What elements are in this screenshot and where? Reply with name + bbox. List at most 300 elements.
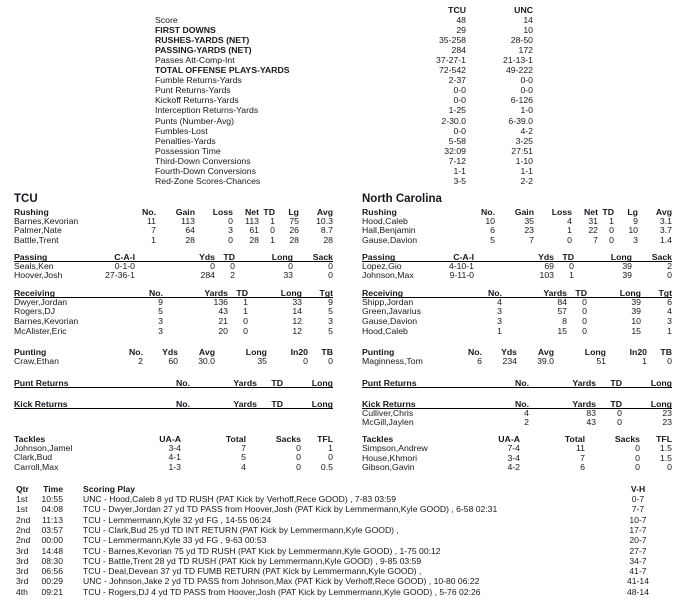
stat-label: Penalties-Yards	[155, 135, 216, 146]
player-name: Seals,Ken	[14, 261, 54, 271]
player-name: Clark,Bud	[14, 453, 53, 463]
player-name: Maginness,Tom	[362, 357, 423, 367]
stat-cell: 28	[323, 236, 333, 246]
team-stat-row	[155, 55, 533, 65]
stat-cell: 7	[593, 236, 598, 246]
stat-cell: 4	[241, 462, 246, 472]
receiving-row	[14, 317, 333, 327]
stat-cell: 30.0	[198, 357, 215, 367]
play-time: 14:48	[41, 545, 63, 556]
stat-cell: 33	[283, 271, 293, 281]
stat-cell: 3	[228, 226, 233, 236]
stat-cell: 1-3	[168, 462, 181, 472]
unc-punting-table	[362, 347, 672, 367]
stat-label: Fumbles-Lost	[155, 125, 208, 136]
punt-returns-title: Punt Returns	[14, 377, 69, 387]
stat-cell: 3	[158, 326, 163, 336]
receiving-row	[14, 327, 333, 337]
col-tfl: TFL	[656, 433, 672, 444]
stat-cell: 27-36-1	[105, 271, 135, 281]
col-scoring-play: Scoring Play	[83, 483, 136, 494]
punting-header-row	[14, 347, 333, 357]
stat-cell: 1	[609, 216, 614, 226]
rushing-row	[362, 236, 672, 246]
stat-cell: 4	[667, 307, 672, 317]
stat-cell: 60	[168, 357, 178, 367]
stat-cell: 0	[667, 271, 672, 281]
play-time: 06:56	[41, 566, 63, 577]
col-long: Long	[311, 377, 333, 387]
col-total: Total	[564, 433, 585, 444]
stat-cell: 4-1	[168, 453, 181, 463]
visitor-value: 1-25	[448, 105, 466, 116]
stat-cell: 1	[151, 236, 156, 246]
col-lg: Lg	[288, 206, 299, 217]
stat-cell: 2	[524, 418, 529, 428]
stat-cell: 4	[567, 216, 572, 226]
stat-label: Punt Returns-Yards	[155, 85, 231, 96]
col-no: No.	[149, 287, 163, 297]
tcu-punt-returns-table	[14, 378, 333, 388]
player-name: Barnes,Kevorian	[14, 317, 79, 326]
play-quarter: 3rd	[16, 545, 29, 556]
kick-return-row	[362, 418, 672, 428]
play-score: 17-7	[629, 524, 647, 535]
col-long: Long	[584, 347, 606, 358]
stat-cell: 0	[328, 271, 333, 281]
stat-cell: 0	[617, 418, 622, 428]
scoring-play-row	[16, 515, 667, 525]
team-stat-row	[155, 95, 533, 105]
col-td: TD	[236, 287, 248, 297]
player-name: Simpson,Andrew	[362, 443, 428, 453]
stat-cell: 28	[249, 236, 259, 246]
stat-cell: 5	[241, 453, 246, 463]
stat-cell: 0	[328, 261, 333, 271]
punting-title: Punting	[362, 347, 395, 358]
stat-cell: 0	[667, 463, 672, 473]
tcu-heading: TCU	[14, 192, 38, 205]
rushing-row	[362, 217, 672, 227]
stat-cell: 1	[642, 357, 647, 367]
stat-cell: 0	[635, 463, 640, 473]
receiving-row	[362, 327, 672, 337]
passing-rows	[14, 262, 333, 281]
stat-cell: 83	[586, 408, 596, 418]
col-yards: Yards	[204, 287, 228, 297]
play-score: 10-7	[629, 514, 647, 525]
unc-panel	[362, 193, 672, 473]
receiving-title: Receiving	[362, 287, 404, 297]
stat-cell: 5	[328, 307, 333, 317]
player-name: Lopez,Gio	[362, 261, 402, 271]
visitor-value: 0-0	[453, 95, 466, 106]
play-description: TCU - Clark,Bud 25 yd TD INT RETURN (PAT Kick by Lemmermann,Kyle GOOD) ,	[83, 524, 399, 535]
tackles-row	[362, 463, 672, 473]
col-in20: In20	[290, 347, 308, 358]
play-description: UNC - Johnson,Jake 2 yd TD PASS from Johnson,Max (PAT Kick by Verhoff,Rece GOOD) , 10-80 06:22	[83, 576, 480, 587]
col-no: No.	[481, 206, 495, 217]
tackles-header-row	[14, 434, 333, 444]
stat-cell: 69	[544, 261, 554, 271]
team-stat-row	[155, 15, 533, 25]
rushing-row	[14, 226, 333, 236]
play-score: 48-14	[627, 586, 649, 597]
team-stat-row	[155, 75, 533, 85]
col-sack: Sack	[312, 251, 333, 261]
home-value: 6-126	[510, 95, 533, 106]
tcu-punting-table	[14, 347, 333, 367]
col-sacks: Sacks	[275, 433, 301, 444]
stat-cell: 43	[218, 307, 228, 317]
stat-cell: 39	[622, 261, 632, 271]
visitor-value: 29	[456, 25, 466, 36]
col-yards: Yards	[233, 377, 257, 387]
unc-kick-returns-table	[362, 399, 672, 428]
stat-cell: 0	[609, 236, 614, 246]
stat-cell: 6	[477, 357, 482, 367]
scoring-play-row	[16, 546, 667, 556]
receiving-row	[14, 298, 333, 308]
play-time: 09:21	[41, 586, 63, 597]
team-stat-row	[155, 35, 533, 45]
stat-cell: 7	[151, 226, 156, 236]
unc-punt-returns-table	[362, 378, 672, 388]
col-time: Time	[43, 483, 63, 494]
punting-row	[362, 357, 672, 367]
stat-cell: 6	[490, 226, 495, 236]
team-stat-row	[155, 45, 533, 55]
stat-cell: 39	[631, 297, 641, 307]
col-yards: Yards	[572, 398, 596, 408]
stat-cell: 0	[635, 443, 640, 453]
stat-cell: 9	[158, 297, 163, 307]
stat-cell: 11	[146, 216, 156, 226]
play-quarter: 3rd	[16, 576, 29, 587]
unc-rushing-table	[362, 207, 672, 246]
receiving-title: Receiving	[14, 287, 56, 297]
stat-cell: 0-1-0	[114, 261, 135, 271]
tcu-tackles-table	[14, 434, 333, 473]
rushing-rows	[362, 217, 672, 246]
stat-cell: 9	[328, 297, 333, 307]
stat-cell: 20	[218, 326, 228, 336]
team-stats-table	[155, 5, 533, 186]
col-yards: Yards	[572, 377, 596, 387]
col-yds: Yds	[538, 251, 554, 261]
player-name: Battle,Trent	[14, 236, 59, 246]
play-description: UNC - Hood,Caleb 8 yd TD RUSH (PAT Kick by Verhoff,Rece GOOD) , 7-83 03:59	[83, 494, 396, 505]
stat-cell: 23	[662, 408, 672, 418]
stat-cell: 3.1	[659, 216, 672, 226]
home-value: 28-50	[510, 35, 533, 46]
col-avg: Avg	[655, 206, 672, 217]
stat-cell: 0	[228, 236, 233, 246]
player-name: Hood,Caleb	[362, 326, 408, 336]
col-no: No.	[176, 377, 190, 387]
stat-cell: 2	[667, 261, 672, 271]
stat-cell: 0	[582, 297, 587, 307]
play-description: TCU - Barnes,Kevorian 75 yd TD RUSH (PAT Kick by Lemmermann,Kyle GOOD) , 1-75 00:12	[83, 545, 441, 556]
stat-cell: 1.5	[659, 443, 672, 453]
stat-cell: 4-10-1	[448, 261, 474, 271]
team-stat-row	[155, 176, 533, 186]
play-score: 41-14	[627, 576, 649, 587]
visitor-value: 3-5	[453, 175, 466, 186]
home-value: 4-2	[520, 125, 533, 136]
play-score: 0-7	[631, 494, 645, 505]
passing-title: Passing	[14, 251, 48, 261]
col-long: Long	[650, 398, 672, 408]
tackles-row	[14, 463, 333, 473]
col-td: TD	[263, 206, 275, 217]
player-name: Hoover,Josh	[14, 271, 63, 281]
col-tb: TB	[660, 347, 672, 358]
stat-label: Fourth-Down Conversions	[155, 165, 256, 176]
play-description: TCU - Lemmermann,Kyle 32 yd FG , 14-55 06:24	[83, 514, 272, 525]
play-score: 20-7	[629, 535, 647, 546]
visitor-value: 72-542	[438, 65, 466, 76]
stat-cell: 0	[296, 462, 301, 472]
col-uaa: UA-A	[159, 433, 181, 444]
stat-label: Fumble Returns-Yards	[155, 75, 242, 86]
stat-cell: 28	[185, 236, 195, 246]
punting-title: Punting	[14, 347, 47, 358]
visitor-value: 284	[451, 45, 466, 56]
receiving-rows	[14, 298, 333, 336]
col-tb: TB	[321, 347, 333, 358]
stat-cell: 3.7	[659, 226, 672, 236]
player-name: Gause,Davion	[362, 317, 418, 326]
col-cai: C-A-I	[453, 251, 474, 261]
stat-cell: 6	[580, 463, 585, 473]
stat-cell: 0	[303, 357, 308, 367]
col-gain: Gain	[175, 206, 195, 217]
play-score: 7-7	[631, 504, 645, 515]
home-value: 1-10	[515, 155, 533, 166]
visitor-value: 0-0	[453, 125, 466, 136]
tackles-rows	[362, 444, 672, 473]
stat-cell: 234	[502, 357, 517, 367]
player-name: Culliver,Chris	[362, 408, 414, 418]
col-td: TD	[271, 377, 283, 387]
stat-cell: 0	[228, 216, 233, 226]
visitor-value: 32:09	[444, 145, 466, 156]
home-team-abbr: UNC	[514, 5, 533, 15]
stat-cell: 8	[562, 317, 567, 326]
stat-cell: 4	[524, 408, 529, 418]
stat-cell: 23	[662, 418, 672, 428]
receiving-row	[362, 298, 672, 308]
col-sack: Sack	[651, 251, 672, 261]
stat-cell: 1.5	[659, 453, 672, 463]
play-quarter: 2nd	[16, 514, 31, 525]
visitor-value: 7-12	[448, 155, 466, 166]
scoring-rows	[16, 494, 667, 597]
stat-cell: 4-2	[507, 463, 520, 473]
home-value: 14	[523, 15, 533, 26]
stat-cell: 35	[257, 357, 267, 367]
team-stat-row	[155, 65, 533, 75]
player-name: McAlister,Eric	[14, 326, 67, 336]
stat-cell: 113	[245, 216, 259, 226]
stat-cell: 0.5	[320, 462, 333, 472]
stat-cell: 113	[181, 216, 195, 226]
play-time: 11:13	[42, 514, 63, 525]
stat-cell: 61	[249, 226, 259, 236]
col-sacks: Sacks	[614, 433, 640, 444]
player-name: Johnson,Max	[362, 271, 414, 281]
kick-returns-header-row	[14, 399, 333, 409]
col-uaa: UA-A	[498, 433, 520, 444]
col-td: TD	[575, 287, 587, 297]
stat-cell: 0	[582, 317, 587, 326]
player-name: Hall,Benjamin	[362, 226, 416, 236]
play-time: 03:57	[41, 524, 63, 535]
home-value: 49-222	[505, 65, 533, 76]
col-net: Net	[584, 206, 598, 217]
stat-cell: 1	[328, 443, 333, 453]
tackles-header-row	[362, 434, 672, 444]
tackles-title: Tackles	[14, 433, 46, 444]
tackles-row	[14, 453, 333, 463]
rushing-title: Rushing	[14, 206, 49, 217]
stat-cell: 75	[289, 216, 299, 226]
stat-cell: 1	[497, 326, 502, 336]
play-quarter: 3rd	[16, 566, 29, 577]
scoring-play-row	[16, 576, 667, 586]
col-long: Long	[619, 287, 641, 297]
passing-row	[14, 262, 333, 272]
stat-cell: 26	[289, 226, 299, 236]
stat-label: Kickoff Returns-Yards	[155, 95, 239, 106]
receiving-row	[362, 317, 672, 327]
home-value: 1-0	[520, 105, 533, 116]
visitor-value: 37-27-1	[436, 55, 466, 66]
col-td: TD	[602, 206, 614, 217]
punting-rows	[362, 357, 672, 367]
passing-title: Passing	[362, 251, 396, 261]
col-long: Long	[311, 398, 333, 408]
kick-return-row	[362, 409, 672, 419]
stat-cell: 0	[288, 261, 293, 271]
team-stat-row	[155, 136, 533, 146]
stat-cell: 0	[567, 236, 572, 246]
stat-label: Third-Down Conversions	[155, 155, 251, 166]
stat-cell: 9	[633, 216, 638, 226]
player-name: House,Khmori	[362, 453, 418, 463]
punting-row	[14, 357, 333, 367]
player-name: Gause,Davion	[362, 236, 418, 246]
stat-label: Red-Zone Scores-Chances	[155, 175, 261, 186]
stat-cell: 51	[596, 357, 606, 367]
visitor-value: 1-1	[453, 165, 466, 176]
stat-cell: 0	[609, 226, 614, 236]
stat-cell: 7	[580, 453, 585, 463]
receiving-header-row	[362, 288, 672, 298]
tcu-rushing-table	[14, 207, 333, 246]
play-time: 08:30	[41, 555, 63, 566]
col-net: Net	[245, 206, 259, 217]
stat-cell: 0	[296, 453, 301, 463]
stat-cell: 4	[497, 297, 502, 307]
scoring-play-row	[16, 556, 667, 566]
player-name: Barnes,Kevorian	[14, 216, 79, 226]
stat-cell: 0	[617, 408, 622, 418]
rushing-header-row	[14, 207, 333, 217]
col-tfl: TFL	[317, 433, 333, 444]
stat-cell: 1	[270, 216, 275, 226]
kick-returns-rows	[362, 409, 672, 428]
rushing-header-row	[362, 207, 672, 217]
stat-cell: 15	[557, 326, 567, 336]
receiving-row	[362, 307, 672, 317]
team-stat-row	[155, 25, 533, 35]
stat-cell: 7-4	[507, 443, 520, 453]
tackles-rows	[14, 444, 333, 473]
rushing-row	[14, 236, 333, 246]
col-in20: In20	[629, 347, 647, 358]
stat-cell: 7	[529, 236, 534, 246]
play-quarter: 4th	[16, 586, 28, 597]
stat-cell: 0	[582, 326, 587, 336]
col-td: TD	[610, 377, 622, 387]
punting-rows	[14, 357, 333, 367]
stat-cell: 5	[158, 307, 163, 317]
stat-cell: 33	[292, 297, 302, 307]
stat-cell: 8.7	[320, 226, 333, 236]
stat-cell: 1	[567, 226, 572, 236]
col-td: TD	[223, 251, 235, 261]
home-value: 6-39.0	[508, 115, 533, 126]
stat-cell: 3	[497, 307, 502, 317]
team-stat-row	[155, 126, 533, 136]
play-quarter: 1st	[16, 494, 28, 505]
col-td: TD	[610, 398, 622, 408]
play-description: TCU - Deal,Devean 37 yd TD FUMB RETURN (PAT Kick by Lemmermann,Kyle GOOD) ,	[83, 566, 422, 577]
col-avg: Avg	[198, 347, 215, 358]
stat-cell: 0	[328, 357, 333, 367]
play-time: 00:29	[41, 576, 63, 587]
stat-cell: 9-11-0	[449, 271, 474, 281]
stat-label: Punts (Number-Avg)	[155, 115, 235, 126]
passing-header-row	[362, 252, 672, 262]
stat-cell: 39.0	[537, 357, 554, 367]
stat-cell: 0	[270, 226, 275, 236]
punt-returns-title: Punt Returns	[362, 377, 417, 387]
stat-cell: 0	[328, 453, 333, 463]
tcu-kick-returns-table	[14, 399, 333, 428]
team-stat-row	[155, 166, 533, 176]
stat-cell: 35	[524, 216, 534, 226]
stat-cell: 1	[569, 271, 574, 281]
stat-cell: 0	[667, 357, 672, 367]
stat-cell: 39	[631, 307, 641, 317]
stat-label: Score	[155, 15, 178, 26]
stat-cell: 0	[210, 261, 215, 271]
home-value: 2-2	[520, 175, 533, 186]
col-no: No.	[468, 347, 482, 358]
stat-cell: 0	[230, 261, 235, 271]
visitor-team-abbr: TCU	[448, 5, 466, 15]
home-value: 27:51	[511, 145, 533, 156]
home-value: 0-0	[520, 75, 533, 86]
stat-cell: 1	[243, 307, 248, 317]
stat-cell: 0	[296, 443, 301, 453]
stat-cell: 3	[328, 317, 333, 326]
stat-cell: 14	[292, 307, 302, 317]
col-long: Long	[610, 251, 632, 261]
